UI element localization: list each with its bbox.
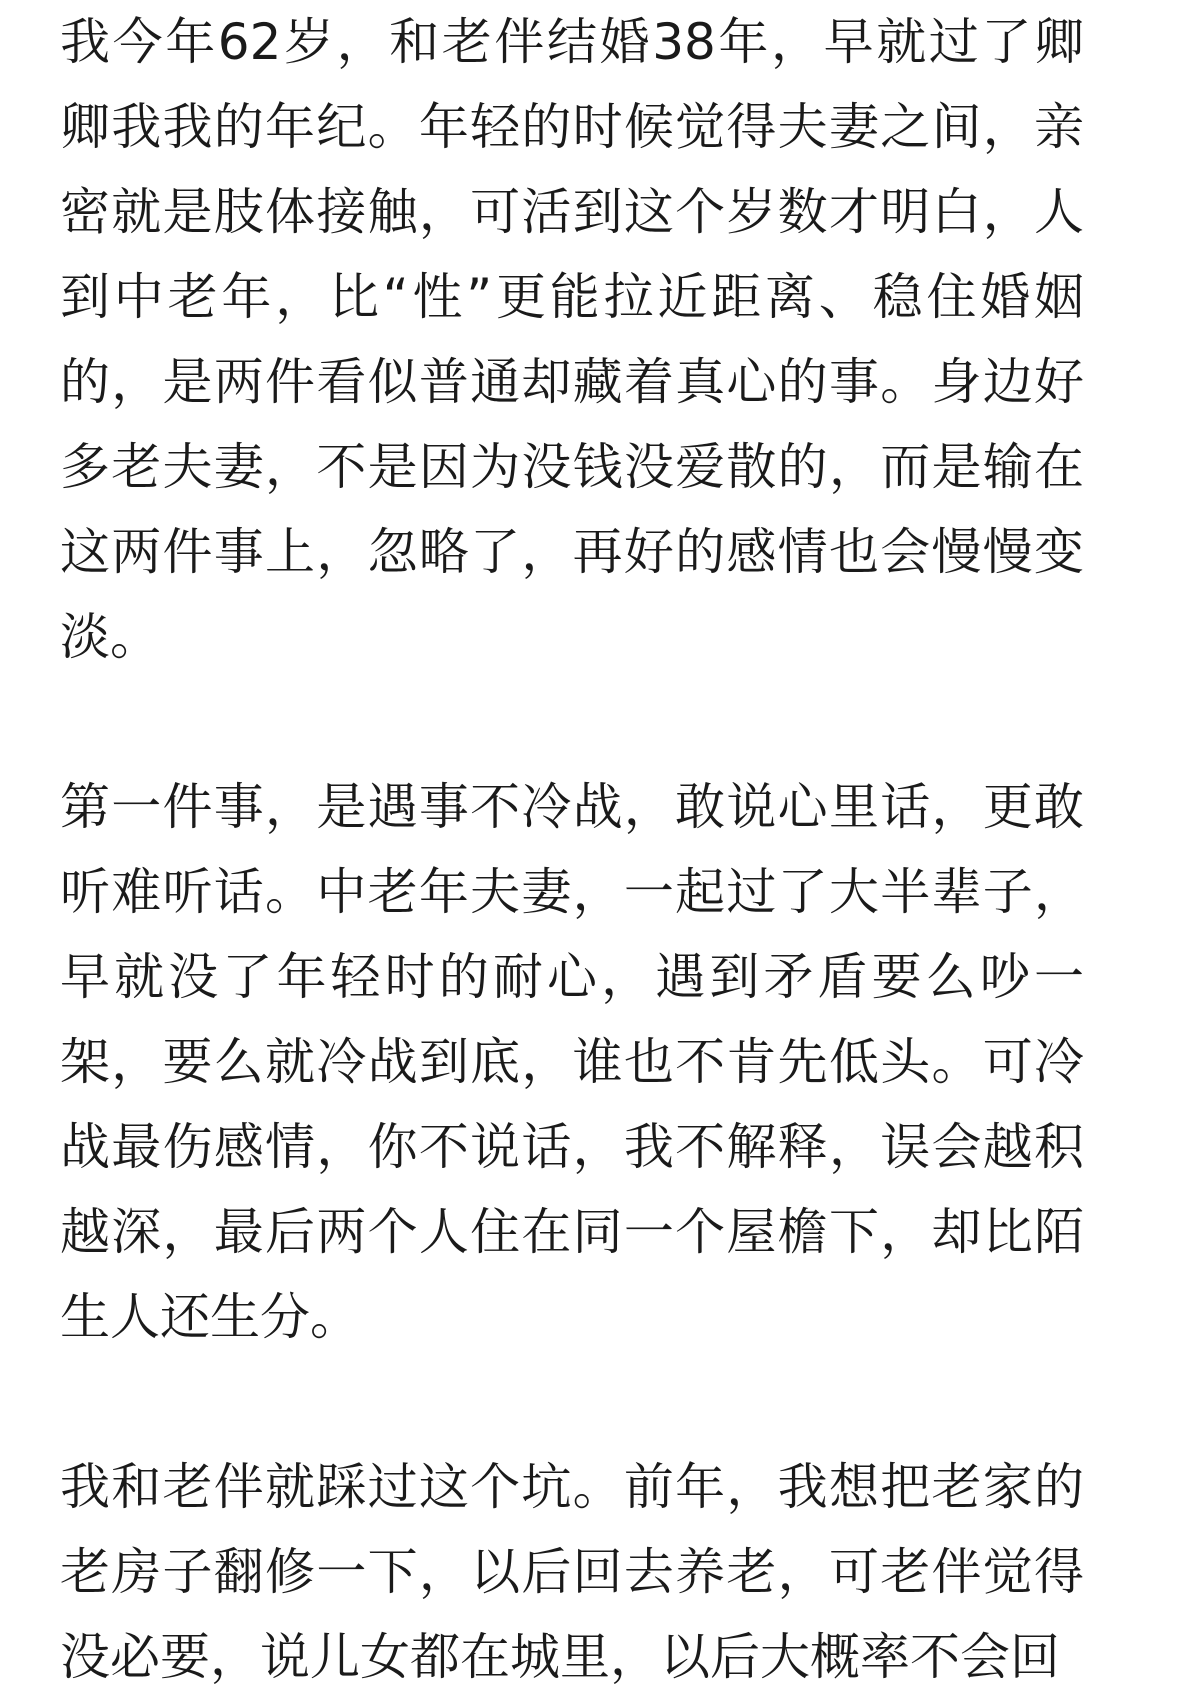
paragraph-first-thing: 第一件事，是遇事不冷战，敢说心里话，更敢听难听话。中老年夫妻，一起过了大半辈子，早就没了年轻时的耐心，遇到矛盾要么吵一架，要么就冷战到底，谁也不肯先低头。可冷战最伤感情，你不说话，我不解释，误会越积越深，最后两个人住在同一个屋檐下，却比陌生人还生分。 <box>60 778 1084 1346</box>
paragraph-story: 我和老伴就踩过这个坑。前年，我想把老家的老房子翻修一下，以后回去养老，可老伴觉得没必要，说儿女都在城里，以后大概率不会回 <box>60 1458 1084 1686</box>
paragraph-intro: 我今年62岁，和老伴结婚38年，早就过了卿卿我我的年纪。年轻的时候觉得夫妻之间，亲密就是肢体接触，可活到这个岁数才明白，人到中老年，比“性”更能拉近距离、稳住婚姻的，是两件看似普通却藏着真心的事。身边好多老夫妻，不是因为没钱没爱散的，而是输在这两件事上，忽略了，再好的感情也会慢慢变淡。 <box>60 13 1084 666</box>
article-body <box>60 0 1084 1700</box>
